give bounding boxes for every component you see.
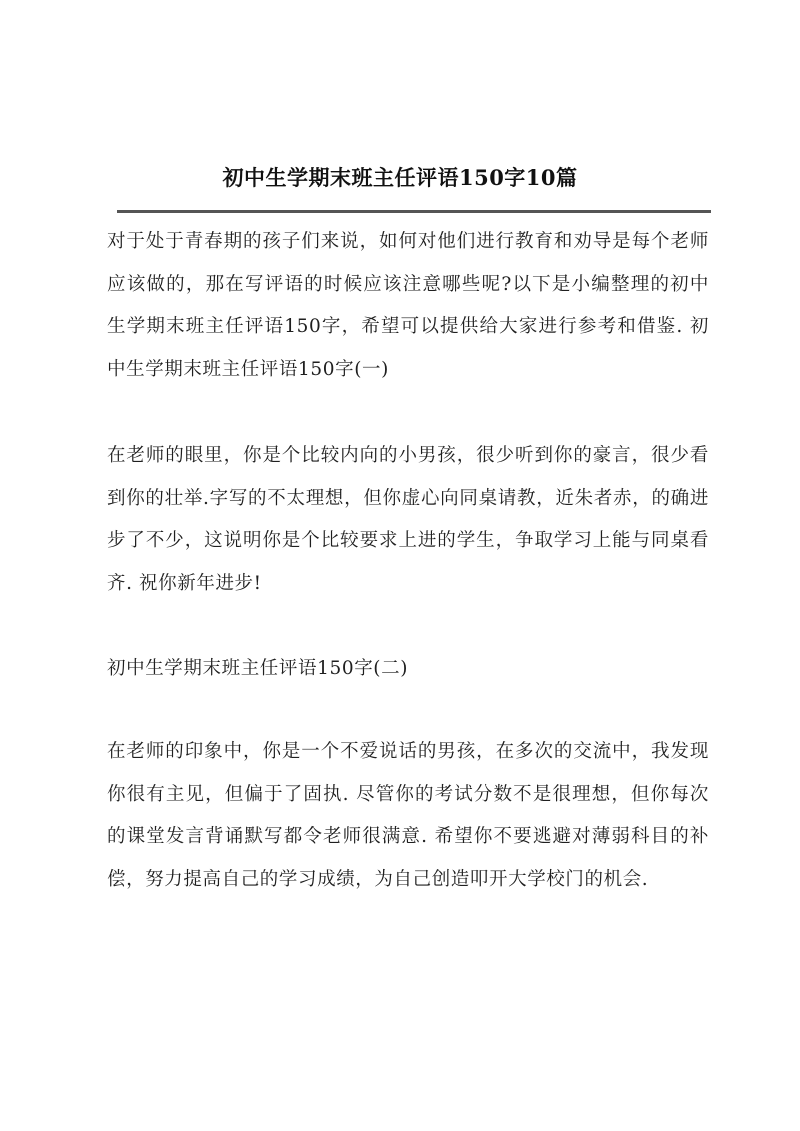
document-title: 初中生学期末班主任评语150字10篇 [222, 165, 578, 190]
title-divider [117, 210, 711, 213]
comment-paragraph-2: 在老师的印象中，你是一个不爱说话的男孩，在多次的交流中，我发现你很有主见，但偏于了固执. 尽管你的考试分数不是很理想，但你每次的课堂发言背诵默写都令老师很满意. 希望你不要逃避对薄弱科目的补偿，努力提高自己的学习成绩，为自己创造叩开大学校门的机会. [107, 741, 709, 890]
section-heading-2: 初中生学期末班主任评语150字(二) [107, 658, 409, 679]
intro-paragraph: 对于处于青春期的孩子们来说，如何对他们进行教育和劝导是每个老师应该做的，那在写评语的时候应该注意哪些呢?以下是小编整理的初中生学期末班主任评语150字，希望可以提供给大家进行参考和借鉴. 初中生学期末班主任评语150字(一) [107, 231, 709, 380]
comment-paragraph-1: 在老师的眼里，你是个比较内向的小男孩，很少听到你的豪言，很少看到你的壮举.字写的不太理想，但你虚心向同桌请教，近朱者赤，的确进步了不少，这说明你是个比较要求上进的学生，争取学习上能与同桌看齐. 祝你新年进步! [107, 445, 709, 594]
